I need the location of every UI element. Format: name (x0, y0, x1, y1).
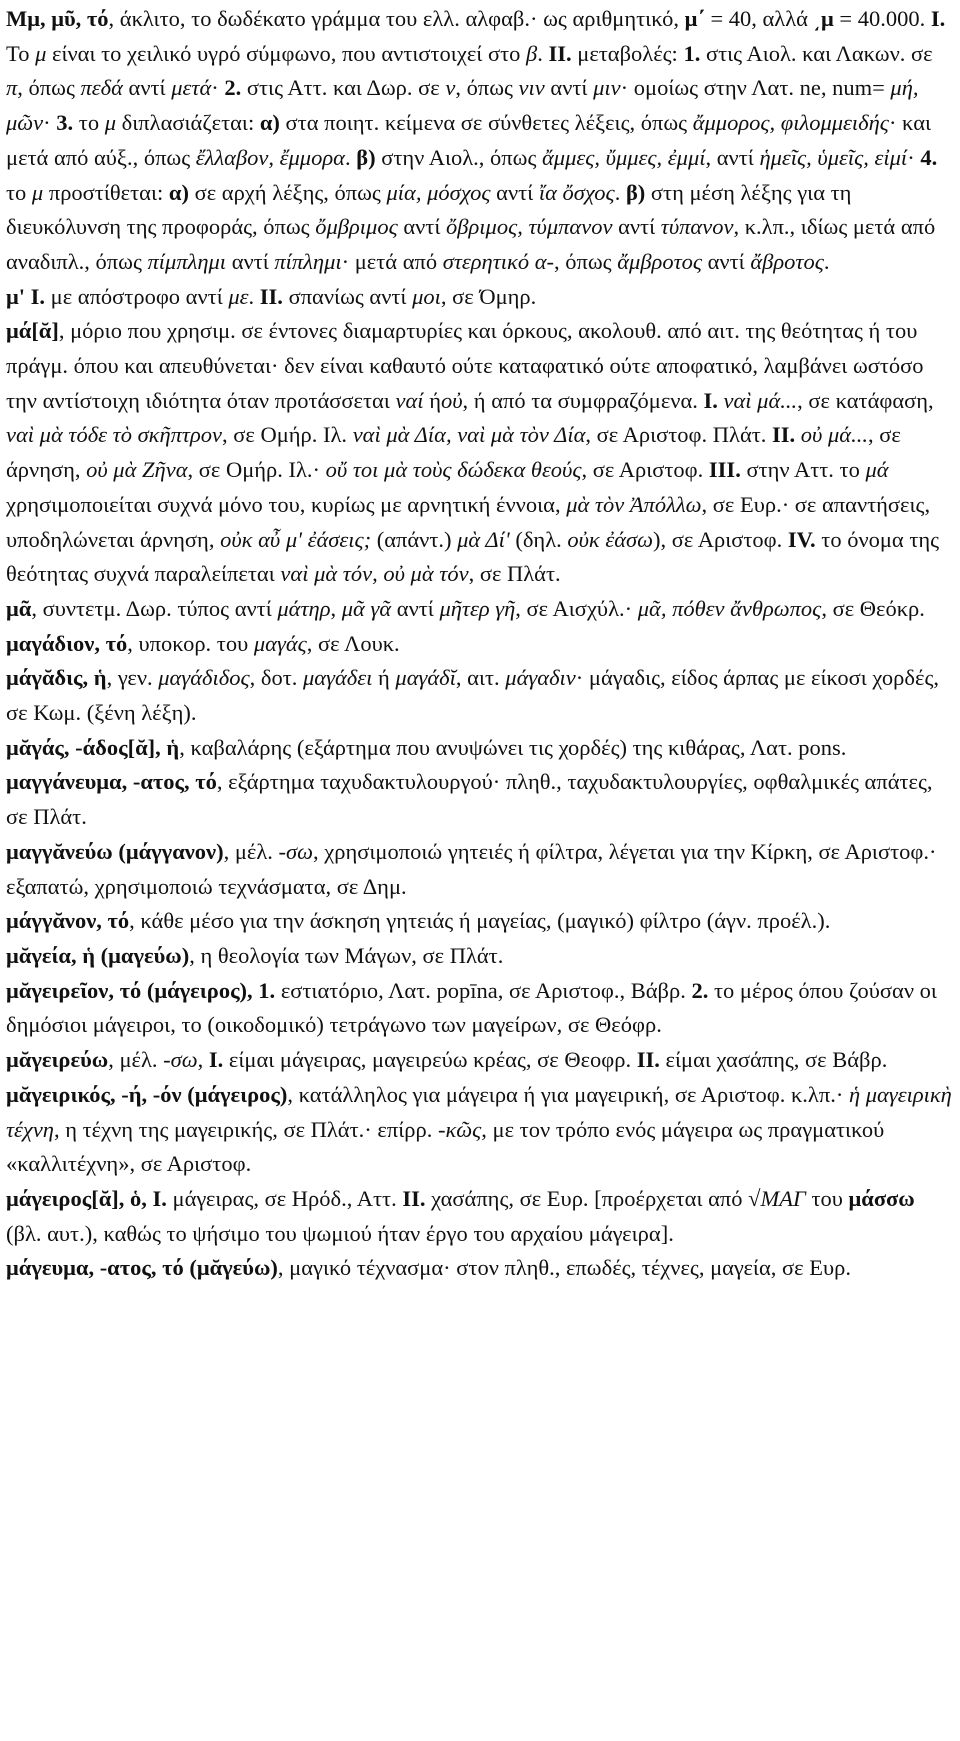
bold-text: 4. (920, 144, 938, 170)
plain-text: , σε Λουκ. (306, 630, 400, 656)
dictionary-entry-magadion (6, 627, 952, 662)
plain-text: · μάγαδις, είδος άρπας με είκοσι χορδές, σε Κωμ. (ξένη λέξη). (6, 665, 939, 726)
italic-text: μάγαδιν (505, 665, 576, 691)
plain-text: διπλασιάζεται: (116, 110, 260, 136)
dictionary-entry-manganeuma (6, 765, 952, 834)
plain-text: μεταβολές: (571, 40, 684, 66)
plain-text: είμαι χασάπης, σε Βάβρ. (659, 1047, 888, 1073)
italic-text: οὐ μὰ Ζῆνα (86, 457, 188, 483)
italic-text: οὔ τοι μὰ τοὺς δώδεκα θεούς (325, 457, 582, 483)
dictionary-entry-manganeuo (6, 835, 952, 904)
plain-text: , ή από τα συμφραζόμενα. (462, 387, 704, 413)
plain-text: , καβαλάρης (εξάρτημα που ανυψώνει τις χορδές) της κιθάρας, Λατ. pons. (179, 734, 847, 760)
plain-text: , συντετμ. Δωρ. τύπος αντί (31, 595, 278, 621)
plain-text: , μαγικό τέχνασμα· στον πληθ., επωδές, τέχνες, μαγεία, σε Ευρ. (277, 1255, 851, 1281)
italic-text: μιν (593, 75, 621, 101)
italic-text: ναὶ μὰ τόν, οὐ μὰ τόν (280, 561, 469, 587)
plain-text: . (823, 248, 830, 274)
plain-text: · (43, 110, 57, 136)
plain-text: , όπως (17, 75, 81, 101)
plain-text: , η τέχνη της μαγειρικής, σε Πλάτ.· επίρρ. - (53, 1116, 446, 1142)
italic-text: ἡ μαγειρικὴ τέχνη (6, 1081, 952, 1142)
plain-text: , σε Ομήρ. Ιλ.· (187, 457, 326, 483)
italic-text: πίπλημι (274, 248, 342, 274)
plain-text: , σε Ομήρ. Ιλ. (222, 422, 353, 448)
plain-text: , η θεολογία των Μάγων, σε Πλάτ. (189, 942, 504, 968)
plain-text: , (330, 595, 342, 621)
plain-text: (απάντ.) (371, 526, 458, 552)
plain-text: , σε Πλάτ. (468, 561, 561, 587)
plain-text: , σε Αισχύλ.· (515, 595, 638, 621)
italic-text: ν (445, 75, 456, 101)
italic-text: -σω (278, 838, 314, 864)
entry-headword: μᾰγάς, -άδος[ᾰ], ἡ (6, 734, 180, 760)
plain-text: , σε άρνηση, (6, 422, 901, 483)
italic-text: μᾶ γᾶ (341, 595, 392, 621)
italic-text: μ (104, 110, 117, 136)
italic-text: β (526, 40, 538, 66)
plain-text: , σε Αριστοφ. Πλάτ. (585, 422, 773, 448)
dictionary-entry-manganon (6, 904, 952, 939)
dictionary-entry-magas (6, 731, 952, 766)
italic-text: π (6, 75, 18, 101)
plain-text: . (537, 40, 549, 66)
plain-text: είναι το χειλικό υγρό σύμφωνο, που αντιστοιχεί στο (46, 40, 527, 66)
plain-text: , σε Θεόκρ. (821, 595, 925, 621)
plain-text: · και μετά από αύξ., όπως (6, 110, 932, 170)
bold-text: IV. (787, 526, 816, 552)
plain-text: στην Αιολ., όπως (375, 144, 542, 170)
entry-headword: μαγάδιον, τό (6, 630, 128, 656)
italic-text: πίμπλημι (147, 248, 227, 274)
plain-text: το (73, 110, 105, 136)
dictionary-entry-mageireion (6, 974, 952, 1043)
plain-text: το όνομα της θεότητας συχνά παραλείπεται (6, 526, 940, 587)
plain-text: του (805, 1185, 849, 1211)
italic-text: ἄβροτος (750, 248, 824, 274)
entry-headword: μᾰγειρικός, -ή, -όν (μάγειρος) (6, 1081, 288, 1107)
plain-text: . (344, 144, 357, 170)
italic-text: μ (35, 40, 47, 66)
entry-headword: μά[ᾰ] (6, 318, 59, 344)
plain-text: , κατάλληλος για μάγειρα ή για μαγειρική, σε Αριστοφ. κ.λπ.· (287, 1081, 849, 1107)
bold-text: I. (703, 387, 718, 413)
plain-text: , (197, 1047, 209, 1073)
plain-text: είμαι μάγειρας, μαγειρεύω κρέας, σε Θεοφρ. (223, 1047, 637, 1073)
bold-text: μ΄ (684, 6, 705, 31)
italic-text: μᾶ, πόθεν ἄνθρωπος (637, 595, 822, 621)
plain-text: στις Αττ. και Δωρ. σε (241, 75, 446, 101)
plain-text: αντί (612, 214, 661, 240)
plain-text: , εξάρτημα ταχυδακτυλουργού· πληθ., ταχυδακτυλουργίες, οφθαλμικές απάτες, σε Πλάτ. (6, 769, 933, 830)
plain-text: , σε Αριστοφ. (581, 457, 709, 483)
plain-text: στα ποιητ. κείμενα σε σύνθετες λέξεις, όπως (279, 110, 693, 136)
italic-text: μ (31, 179, 44, 205)
plain-text: , γεν. (106, 665, 159, 691)
plain-text: , χρησιμοποιώ γητειές ή φίλτρα, λέγεται για την Κίρκη, σε Αριστοφ.· εξαπατώ, χρησιμοποιώ τεχνάσματα, σε Δημ. (6, 838, 937, 899)
plain-text: σπανίως αντί (282, 283, 413, 309)
italic-text: ὄμβριμος (315, 214, 398, 240)
dictionary-entry-ma (6, 314, 952, 592)
italic-text: οὐ (440, 387, 463, 413)
italic-text: ἔλλαβον, ἔμμορα (195, 144, 345, 170)
plain-text: · (907, 144, 921, 170)
bold-text: II. (548, 40, 572, 66)
bold-text: 1. (683, 40, 701, 66)
italic-text: ὄβριμος, τύμπανον (446, 214, 613, 240)
plain-text: το μέρος όπου ζούσαν οι δημόσιοι μάγειροι, το (οικοδομικό) τετράγωνο των μαγείρων, σε Θεόφρ. (6, 977, 937, 1038)
entry-headword: μάγᾰδις, ἡ (6, 665, 107, 691)
plain-text: αντί (122, 75, 172, 101)
entry-headword: Μμ, μῦ, τό (6, 6, 109, 31)
italic-text: νιν (518, 75, 545, 101)
entry-headword: μάγειρος[ᾰ], ὁ, I. (6, 1185, 167, 1211)
entry-headword: μάγευμα, -ατος, τό (μᾰγεύω) (6, 1255, 278, 1281)
italic-text: οὐκ αὖ μ' ἐάσεις; (220, 526, 372, 552)
plain-text: , μόριο που χρησιμ. σε έντονες διαμαρτυρίες και όρκους, ακολουθ. από αιτ. της θεότητας ή του πράγμ. όπου και απευθύνεται· δεν είναι καθαυτό ούτε καταφατικό ούτε αποφατικό, λαμβάνει ωστόσο την αντίστοιχη ιδιότητα όταν προτάσσεται (6, 318, 924, 413)
italic-text: ναὶ μὰ Δία, ναὶ μὰ τὸν Δία (352, 422, 586, 448)
plain-text: χασάπης, σε Ευρ. [προέρχεται από (425, 1185, 749, 1211)
plain-text: ή (423, 387, 441, 413)
plain-text: σε αρχή λέξης, όπως (188, 179, 387, 205)
italic-text: μετά (171, 75, 212, 101)
bold-text: β) (625, 179, 646, 205)
plain-text: στην Αττ. το (740, 457, 866, 483)
plain-text: Το (6, 40, 36, 66)
bold-text: 2. (691, 977, 709, 1003)
italic-text: ἄμμορος, φιλομμειδής (692, 110, 889, 136)
italic-text: τύπανον (660, 214, 734, 240)
plain-text: . (248, 283, 260, 309)
plain-text: μάγειρας, σε Ηρόδ., Αττ. (166, 1185, 403, 1211)
italic-text: μαγάδιδος (158, 665, 250, 691)
plain-text: , σε Όμηρ. (440, 283, 537, 309)
plain-text: , άκλιτο, το δωδέκατο γράμμα του ελλ. αλφαβ.· ως αριθμητικό, (108, 6, 685, 31)
plain-text: (δηλ. (509, 526, 568, 552)
entry-headword: μᾶ (6, 595, 32, 621)
entry-headword: μᾰγειρεῖον, τό (μάγειρος), 1. (6, 977, 276, 1003)
entry-headword: μᾰγεία, ἡ (μαγεύω) (6, 942, 190, 968)
dictionary-entry-magadis (6, 661, 952, 730)
plain-text: , κ.λπ., ιδίως μετά από αναδιπλ., όπως (6, 214, 936, 274)
italic-text: ΜΑΓ (760, 1185, 806, 1211)
plain-text: με απόστροφο αντί (45, 283, 229, 309)
plain-text: · (211, 75, 225, 101)
entry-headword: μαγγάνευμα, -ατος, τό (6, 769, 217, 795)
italic-text: οὐ μά... (800, 422, 868, 448)
italic-text: πεδά (80, 75, 123, 101)
italic-text: ναί (395, 387, 424, 413)
bold-text: α) (259, 110, 280, 136)
plain-text: , μέλ. (223, 838, 279, 864)
bold-text: II. (636, 1047, 660, 1073)
plain-text: = 40, αλλά (704, 6, 814, 31)
plain-text: , σε κατάφαση, (797, 387, 934, 413)
italic-text: ναὶ μὰ τόδε τὸ σκῆπτρον (6, 422, 223, 448)
italic-text: μή, μῶν (6, 75, 919, 136)
plain-text: , σε Ευρ.· σε απαντήσεις, υποδηλώνεται άρνηση, (6, 491, 931, 552)
dictionary-entry-mageuma (6, 1251, 952, 1286)
plain-text: αντί (397, 214, 447, 240)
plain-text: , υποκορ. του (127, 630, 254, 656)
entry-headword: μαγγᾰνεύω (μάγγανον) (6, 838, 224, 864)
dictionary-entry-mageia (6, 939, 952, 974)
bold-text: I. (208, 1047, 224, 1073)
dictionary-entry-mageirikos (6, 1078, 952, 1182)
plain-text: (βλ. αυτ.), καθώς το ψήσιμο του ψωμιού ήταν έργο του αρχαίου μάγειρα]. (6, 1220, 674, 1246)
plain-text: εστιατόριο, Λατ. popīna, σε Αριστοφ., Βάβρ. (275, 977, 692, 1003)
bold-text: α) (168, 179, 189, 205)
italic-text: ἄμμες, ὔμμες, ἐμμί (542, 144, 706, 170)
italic-text: μία, μόσχος (386, 179, 491, 205)
bold-text: μάσσω (848, 1185, 915, 1211)
italic-text: μὰ Δί' (457, 526, 510, 552)
plain-text: , κάθε μέσο για την άσκηση γητειάς ή μαγείας, (μαγικό) φίλτρο (άγν. προέλ.). (129, 908, 831, 934)
plain-text: το (6, 179, 32, 205)
dictionary-entry-mageiros (6, 1182, 952, 1251)
bold-text: 2. (224, 75, 242, 101)
plain-text: , όπως (455, 75, 519, 101)
dictionary-entry-ma-contracted (6, 592, 952, 627)
plain-text: στις Αιολ. και Λακων. σε (700, 40, 933, 66)
entry-headword: μᾰγειρεύω (6, 1047, 109, 1073)
italic-text: μῆτερ γῆ (439, 595, 516, 621)
italic-text: μάτηρ (277, 595, 331, 621)
italic-text: μαγάς (253, 630, 307, 656)
plain-text: αντί (391, 595, 440, 621)
plain-text: , μέλ. (108, 1047, 164, 1073)
bold-text: 3. (56, 110, 74, 136)
italic-text: μοι (412, 283, 441, 309)
plain-text: αντί (702, 248, 751, 274)
plain-text: , δοτ. (249, 665, 304, 691)
italic-text: μά (865, 457, 889, 483)
bold-text: II. (402, 1185, 426, 1211)
italic-text: ἄμβροτος (617, 248, 703, 274)
italic-text: μαγάδῐ (395, 665, 456, 691)
plain-text: · ομοίως στην Λατ. ne, num= (620, 75, 891, 101)
bold-text: III. (708, 457, 741, 483)
italic-text: στερητικό α- (442, 248, 554, 274)
dictionary-entry-mu (6, 2, 952, 280)
plain-text: , αιτ. (455, 665, 506, 691)
bold-text: β) (356, 144, 376, 170)
plain-text: αντί (226, 248, 275, 274)
italic-text: με (228, 283, 249, 309)
entry-headword: μ' I. (6, 283, 46, 309)
italic-text: οὐκ ἐάσω (567, 526, 654, 552)
bold-text: II. (772, 422, 796, 448)
plain-text: ή (372, 665, 396, 691)
plain-text: , με τον τρόπο ενός μάγειρα ως πραγματικού «καλλιτέχνη», σε Αριστοφ. (6, 1116, 885, 1177)
italic-text: -σω (163, 1047, 198, 1073)
bold-text: ͵μ (813, 6, 834, 31)
radical-sign: √ (748, 1185, 761, 1211)
italic-text: ἴα ὄσχος (538, 179, 615, 205)
plain-text: , αντί (705, 144, 760, 170)
italic-text: ἡμεῖς, ὑμεῖς, εἰμί (759, 144, 908, 170)
plain-text: αντί (490, 179, 539, 205)
plain-text: · μετά από (341, 248, 443, 274)
entry-headword: μάγγᾰνον, τό (6, 908, 130, 934)
plain-text: αντί (544, 75, 594, 101)
italic-text: μαγάδει (303, 665, 373, 691)
dictionary-entry-mu-apostrophe (6, 280, 952, 315)
italic-text: κῶς (445, 1116, 482, 1142)
plain-text: , όπως (554, 248, 618, 274)
plain-text: = 40.000. (833, 6, 931, 31)
bold-text: II. (259, 283, 283, 309)
plain-text: . (614, 179, 626, 205)
italic-text: μὰ τὸν Ἀπόλλω (566, 491, 702, 517)
italic-text: ναὶ μά... (723, 387, 798, 413)
dictionary-entry-mageireuo (6, 1043, 952, 1078)
plain-text: ), σε Αριστοφ. (653, 526, 788, 552)
plain-text: στη μέση λέξης για τη διευκόλυνση της προφοράς, όπως (6, 179, 852, 240)
bold-text: I. (930, 6, 946, 31)
plain-text: χρησιμοποιείται συχνά μόνο του, κυρίως με αρνητική έννοια, (6, 491, 567, 517)
plain-text: προστίθεται: (43, 179, 169, 205)
